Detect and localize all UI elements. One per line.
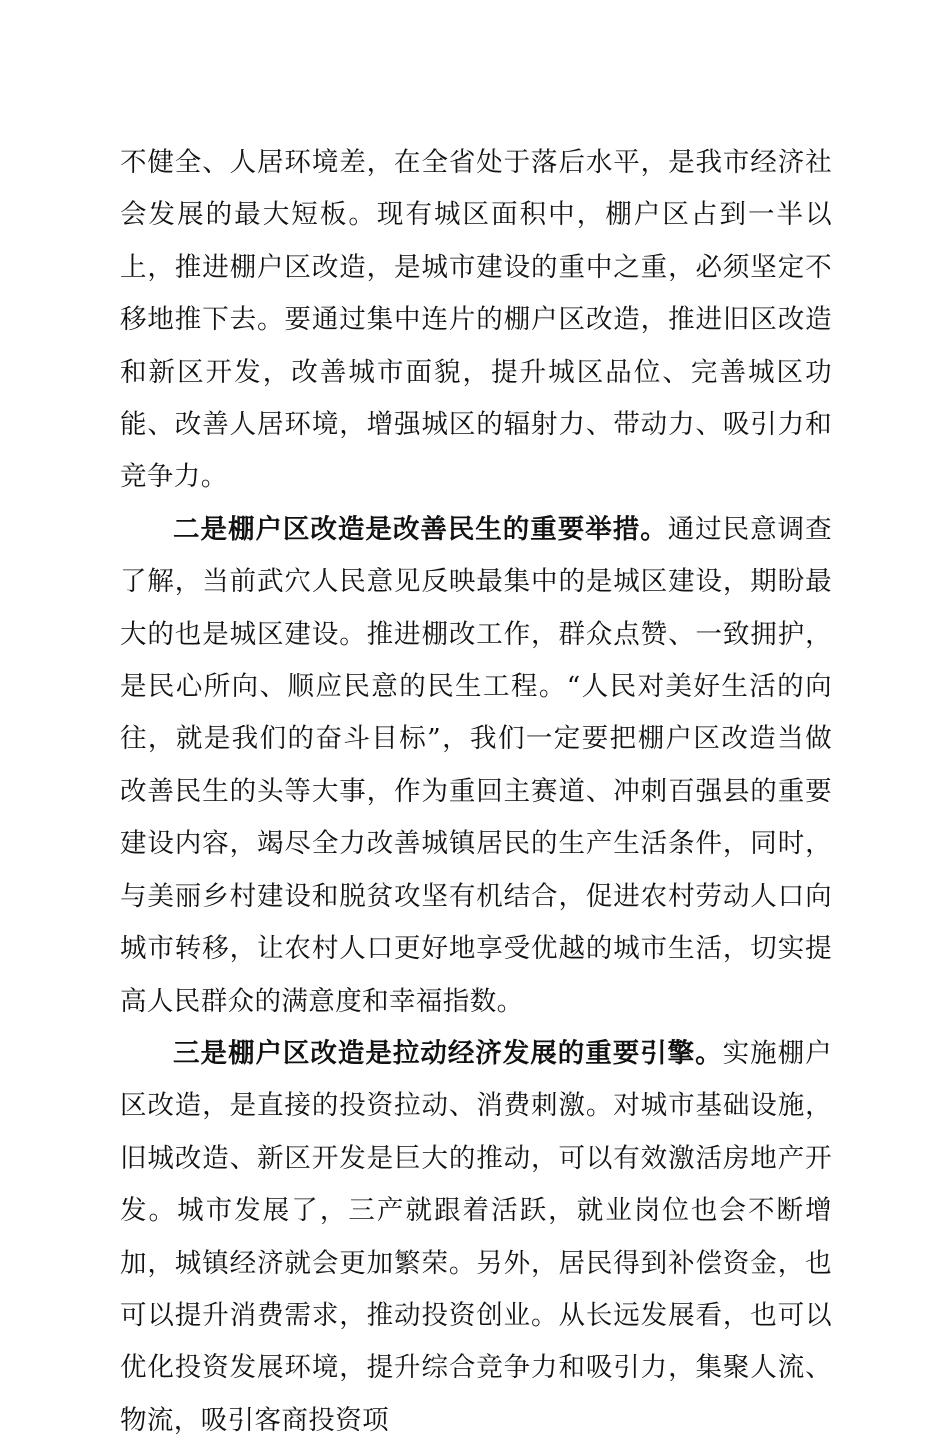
paragraph-3-lead: 三是棚户区改造是拉动经济发展的重要引擎。 [173,1037,723,1069]
paragraph-2 [120,504,832,1028]
body-text [120,137,832,1447]
paragraph-3 [120,1028,832,1447]
paragraph-1-text: 不健全、人居环境差，在全省处于落后水平，是我市经济社会发展的最大短板。现有城区面积中，棚户区占到一半以上，推进棚户区改造，是城市建设的重中之重，必须坚定不移地推下去。要通过集中连片的棚户区改造，推进旧区改造和新区开发，改善城市面貌，提升城区品位、完善城区功能、改善人居环境，增强城区的辐射力、带动力、吸引力和竞争力。 [120,147,832,493]
paragraph-2-lead: 二是棚户区改造是改善民生的重要举措。 [173,513,668,545]
paragraph-2-text: 通过民意调查了解，当前武穴人民意见反映最集中的是城区建设，期盼最大的也是城区建设。推进棚改工作，群众点赞、一致拥护，是民心所向、顺应民意的民生工程。“人民对美好生活的向往，就是我们的奋斗目标”，我们一定要把棚户区改造当做改善民生的头等大事，作为重回主赛道、冲刺百强县的重要建设内容，竭尽全力改善城镇居民的生产生活条件，同时，与美丽乡村建设和脱贫攻坚有机结合，促进农村劳动人口向城市转移，让农村人口更好地享受优越的城市生活，切实提高人民群众的满意度和幸福指数。 [120,513,832,1017]
paragraph-3-text: 实施棚户区改造，是直接的投资拉动、消费刺激。对城市基础设施，旧城改造、新区开发是巨大的推动，可以有效激活房地产开发。城市发展了，三产就跟着活跃，就业岗位也会不断增加，城镇经济就会更加繁荣。另外，居民得到补偿资金，也可以提升消费需求，推动投资创业。从长远发展看，也可以优化投资发展环境，提升综合竞争力和吸引力，集聚人流、物流，吸引客商投资项 [120,1037,833,1436]
paragraph-1 [120,137,832,504]
